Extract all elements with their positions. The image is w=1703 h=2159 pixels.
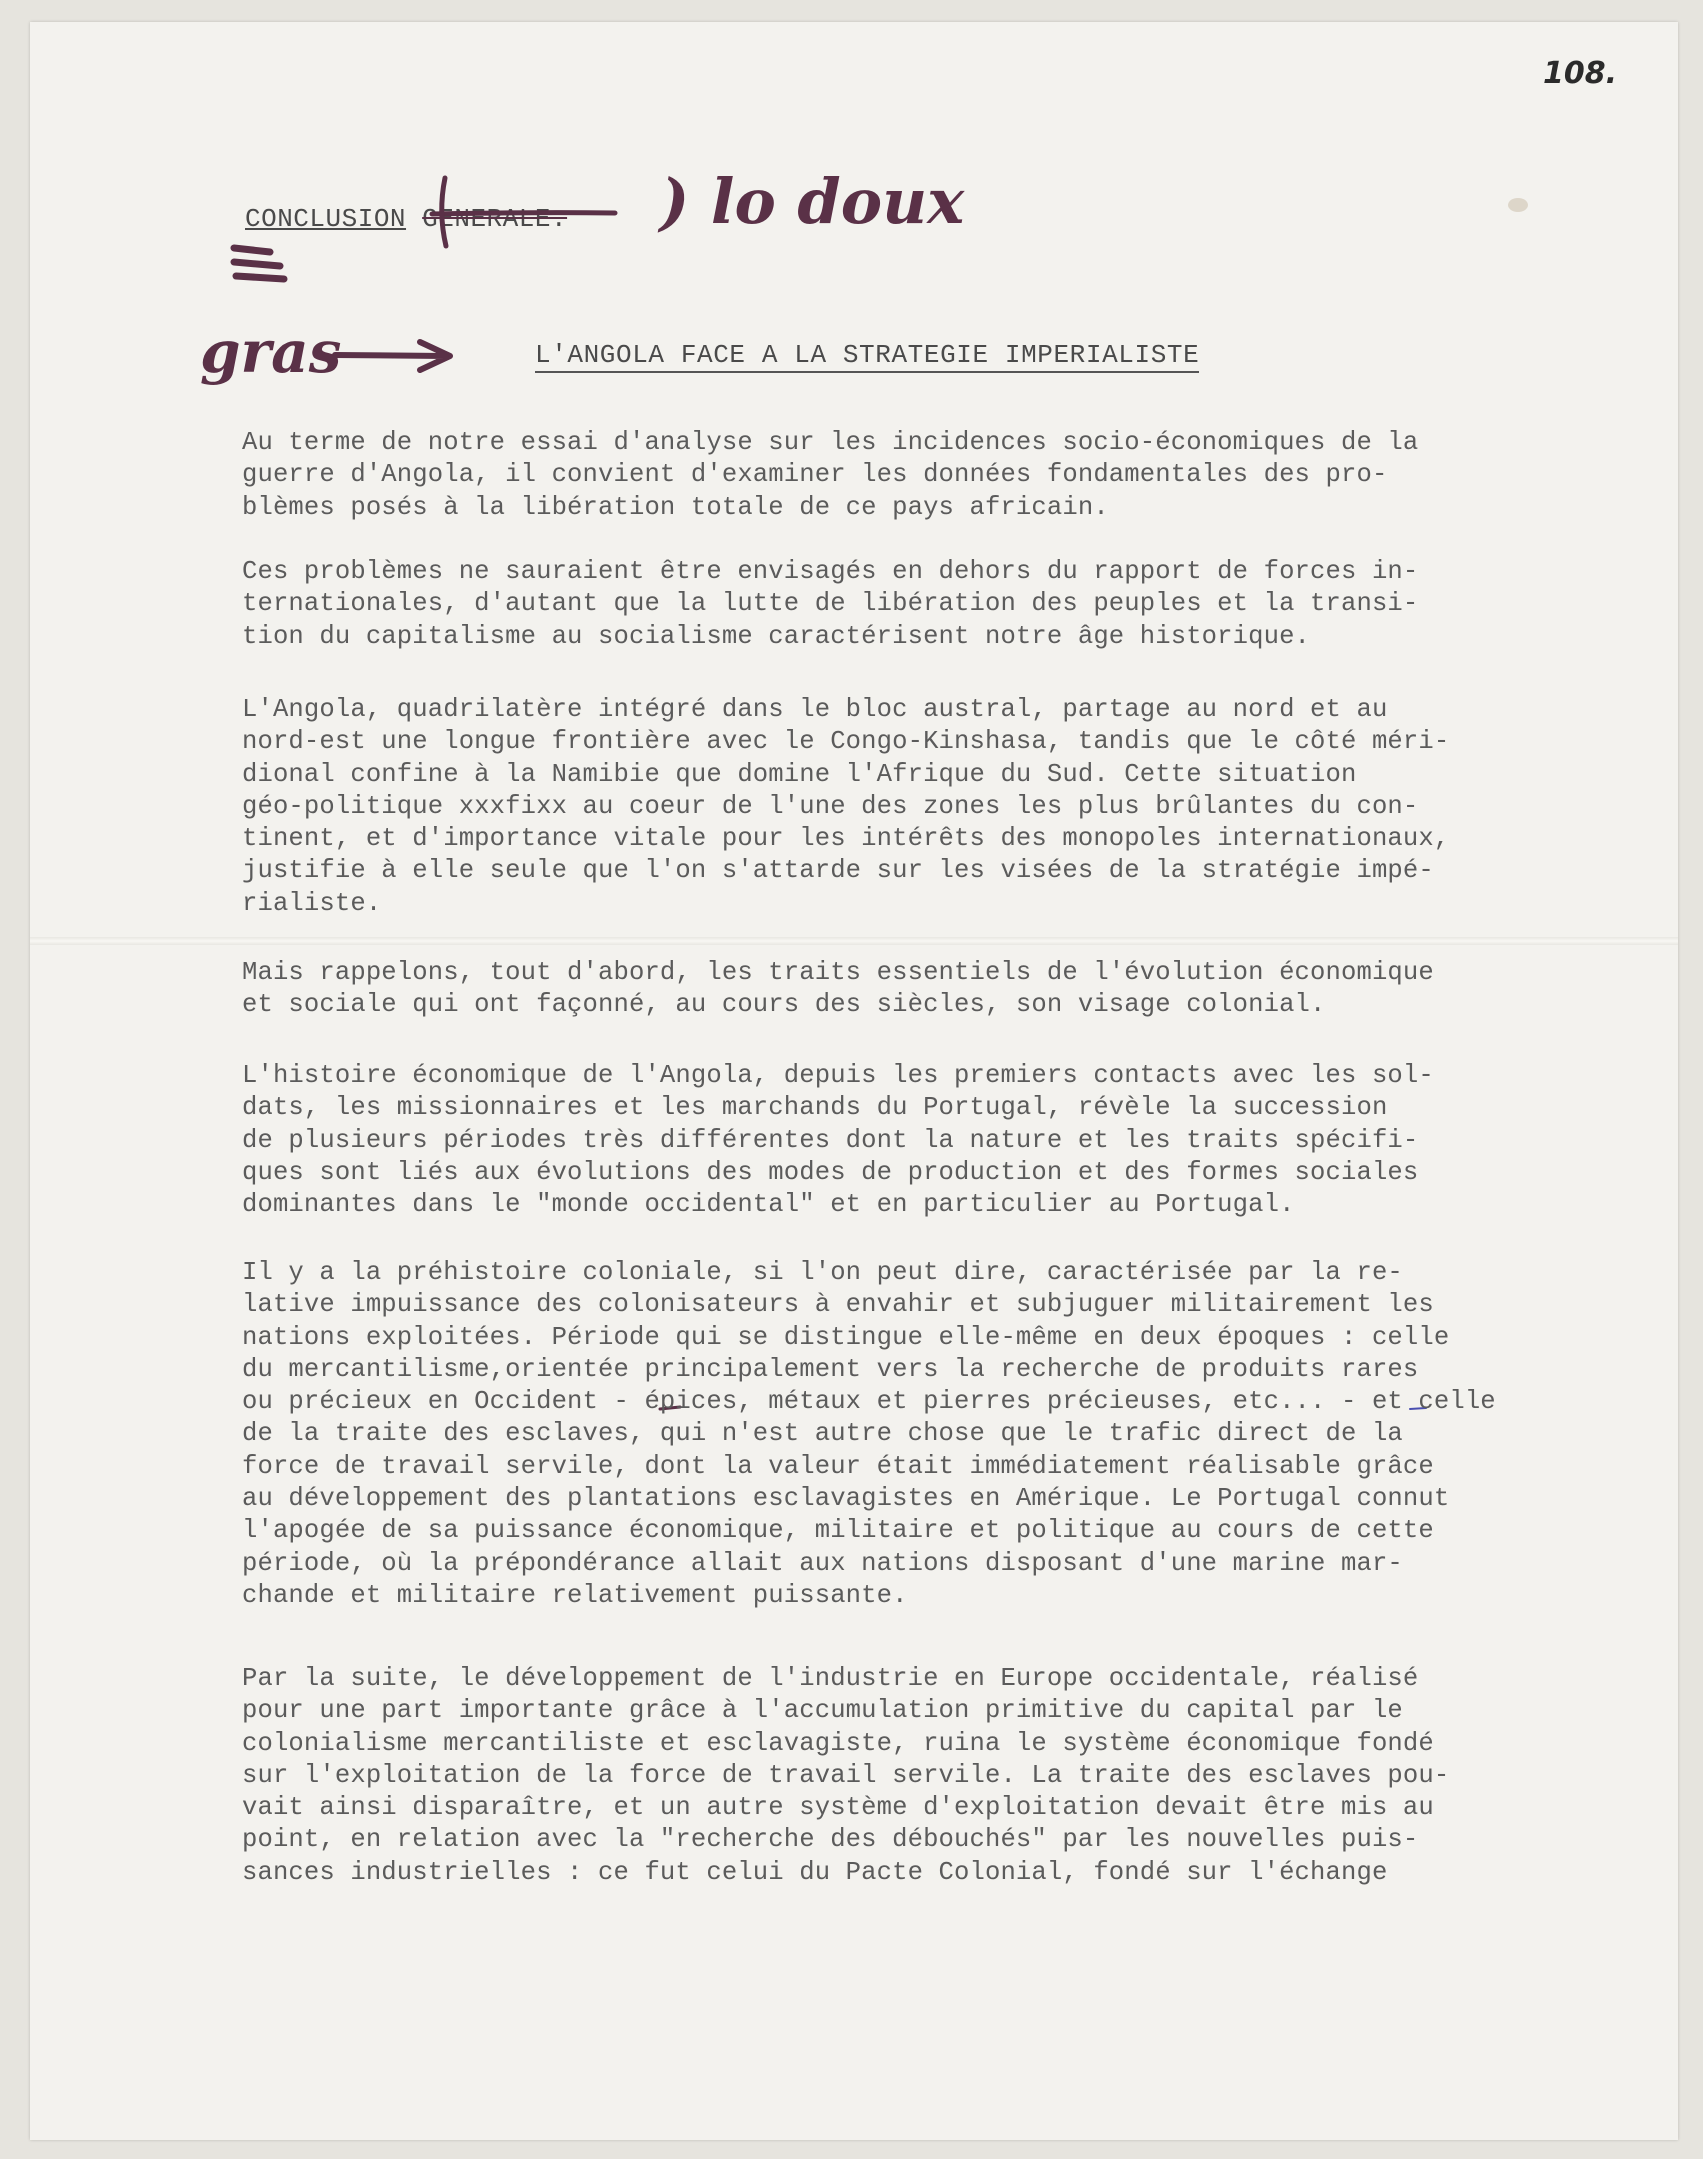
bold-mark-1 bbox=[234, 248, 270, 252]
bold-mark-2 bbox=[234, 262, 280, 266]
paragraph: Ces problèmes ne sauraient être envisagés en dehors du rapport de forces in- ternationales, d'autant que la lutte de libération des peuples et la transi- tion du capitalisme au socialisme caractérisent notre âge historique. bbox=[242, 557, 1419, 651]
paragraph: Il y a la préhistoire coloniale, si l'on peut dire, caractérisée par la re- lative impuissance des colonisateurs à envahir et subjuguer militairement les nations exploitées. Période qui se distingue elle-même en deux époques : celle du mercantilisme,orientée principalement vers la recherche de produits rares ou précieux en Occident - épices, métaux et pierres précieuses, etc... - et celle de la traite des esclaves, qui n'est autre chose que le trafic direct de la force de travail servile, dont la valeur était immédiatement réalisable grâce au développement des plantations esclavagistes en Amérique. Le Portugal connut l'apogée de sa puissance économique, militaire et politique au cours de cette période, où la prépondérance allait aux nations disposant d'une marine mar- chande et militaire relativement puissante. bbox=[242, 1258, 1496, 1610]
handwritten-note-right: ) lo doux bbox=[660, 165, 965, 238]
strikethrough-line bbox=[432, 213, 615, 214]
paragraph: Par la suite, le développement de l'industrie en Europe occidentale, réalisé pour une part importante grâce à l'accumulation primitive du capital par le colonialisme mercantiliste et esclavagiste, ruina le système économique fondé sur l'exploitation de la force de travail servile. La traite des esclaves pou- vait ainsi disparaître, et un autre système d'exploitation devait être mis au point, en relation avec la "recherche des débouchés" par les nouvelles puis- sances industrielles : ce fut celui du Pacte Colonial, fondé sur l'échange bbox=[242, 1664, 1450, 1887]
arrow-icon bbox=[335, 342, 450, 370]
paragraph: Au terme de notre essai d'analyse sur les incidences socio-économiques de la guerre d'Angola, il convient d'examiner les données fondamentales des pro- blèmes posés à la libération totale de ce pays africain. bbox=[242, 428, 1419, 522]
struck-out-word: GENERALE. bbox=[422, 204, 568, 234]
paragraph: L'histoire économique de l'Angola, depuis les premiers contacts avec les sol- dats, les missionnaires et les marchands du Portugal, révèle la succession de plusieurs périodes très différentes dont la nature et les traits spécifi- ques sont liés aux évolutions des modes de production et des formes sociales dominantes dans le "monde occidental" et en particulier au Portugal. bbox=[242, 1061, 1434, 1220]
paragraph: L'Angola, quadrilatère intégré dans le bloc austral, partage au nord et au nord-est une longue frontière avec le Congo-Kinshasa, tandis que le côté méri- dional confine à la Namibie que domine l'Afrique du Sud. Cette situation géo-politique xxxfixx au coeur de l'une des zones les plus brûlantes du con- tinent, et d'importance vitale pour les intérêts des monopoles internationaux, justifie à elle seule que l'on s'attarde sur les visées de la stratégie impé- rialiste. bbox=[242, 695, 1450, 918]
document-subtitle: L'ANGOLA FACE A LA STRATEGIE IMPERIALISTE bbox=[535, 340, 1199, 373]
heading-word: CONCLUSION bbox=[245, 204, 407, 234]
handwritten-note-left: gras bbox=[200, 318, 342, 386]
page-number: 108. bbox=[1543, 56, 1618, 91]
paragraph: Mais rappelons, tout d'abord, les traits essentiels de l'évolution économique et sociale qui ont façonné, au cours des siècles, son visage colonial. bbox=[242, 958, 1434, 1020]
bold-mark-3 bbox=[236, 276, 284, 279]
